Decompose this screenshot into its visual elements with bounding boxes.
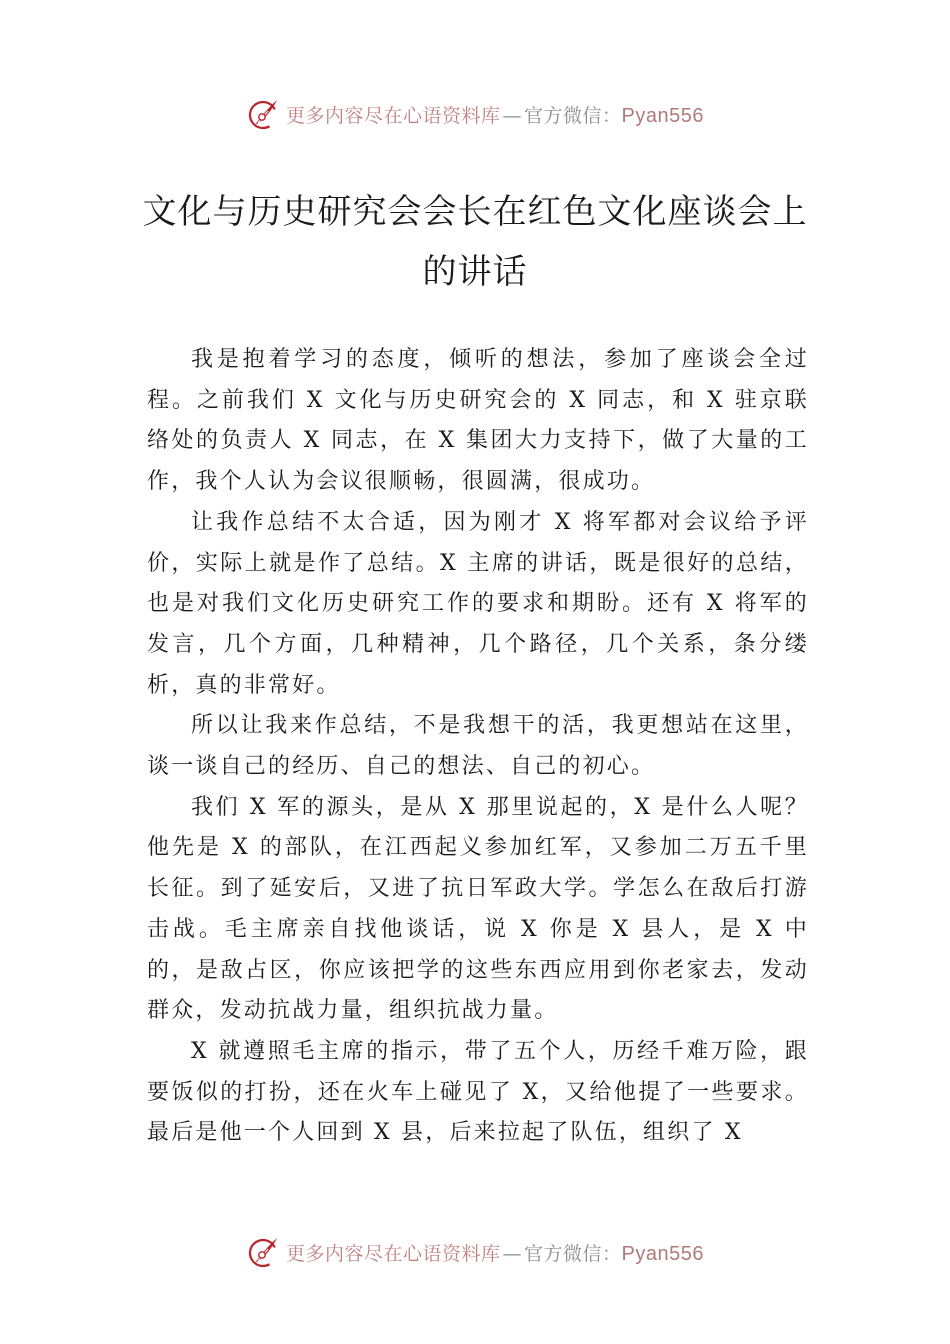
banner-separator: —: [502, 104, 523, 127]
paragraph: 我们 X 军的源头，是从 X 那里说起的，X 是什么人呢？ 他先是 X 的部队，在江西起义参加红军，又参加二万五千里长征。到了延安后，又进了抗日军政大学。学怎么在敌后打游击战。毛主席亲自找他谈话，说 X 你是 X 县人，是 X 中的，是敌占区，你应该把学的这些东西应用到你老家去，发动群众，发动抗战力量，组织抗战力量。: [147, 794, 809, 1024]
document-body: [147, 340, 809, 1154]
document-title: 文化与历史研究会会长在红色文化座谈会上的讲话: [142, 192, 808, 292]
banner-slogan: 更多内容尽在心语资料库: [286, 1242, 501, 1265]
banner-wechat-id: Pyan556: [621, 104, 704, 127]
quill-logo-icon: [246, 96, 282, 132]
banner-wechat-id: Pyan556: [621, 1242, 704, 1265]
banner-text: [286, 101, 704, 128]
quill-logo-icon: [246, 1234, 282, 1270]
banner-slogan: 更多内容尽在心语资料库: [286, 104, 501, 127]
paragraph: 我是抱着学习的态度，倾听的想法，参加了座谈会全过程。之前我们 X 文化与历史研究会的 X 同志，和 X 驻京联络处的负责人 X 同志，在 X 集团大力支持下，做了大量的工作，我个人认为会议很顺畅，很圆满，很成功。: [147, 347, 809, 495]
paragraph: 所以让我来作总结，不是我想干的活，我更想站在这里，谈一谈自己的经历、自己的想法、自己的初心。: [147, 713, 809, 780]
banner-wechat-label: 官方微信：: [524, 1242, 622, 1265]
banner-wechat-label: 官方微信：: [524, 104, 622, 127]
banner-separator: —: [502, 1242, 523, 1265]
banner-text: [286, 1239, 704, 1266]
paragraph: 让我作总结不太合适，因为刚才 X 将军都对会议给予评价，实际上就是作了总结。X 主席的讲话，既是很好的总结，也是对我们文化历史研究工作的要求和期盼。还有 X 将军的发言，几个方面，几种精神，几个路径，几个关系，条分缕析，真的非常好。: [147, 509, 809, 698]
footer-banner: [0, 1232, 950, 1272]
header-banner: [0, 94, 950, 134]
paragraph: X 就遵照毛主席的指示，带了五个人，历经千难万险，跟要饭似的打扮，还在火车上碰见了 X，又给他提了一些要求。最后是他一个人回到 X 县，后来拉起了队伍，组织了 X: [147, 1038, 809, 1146]
